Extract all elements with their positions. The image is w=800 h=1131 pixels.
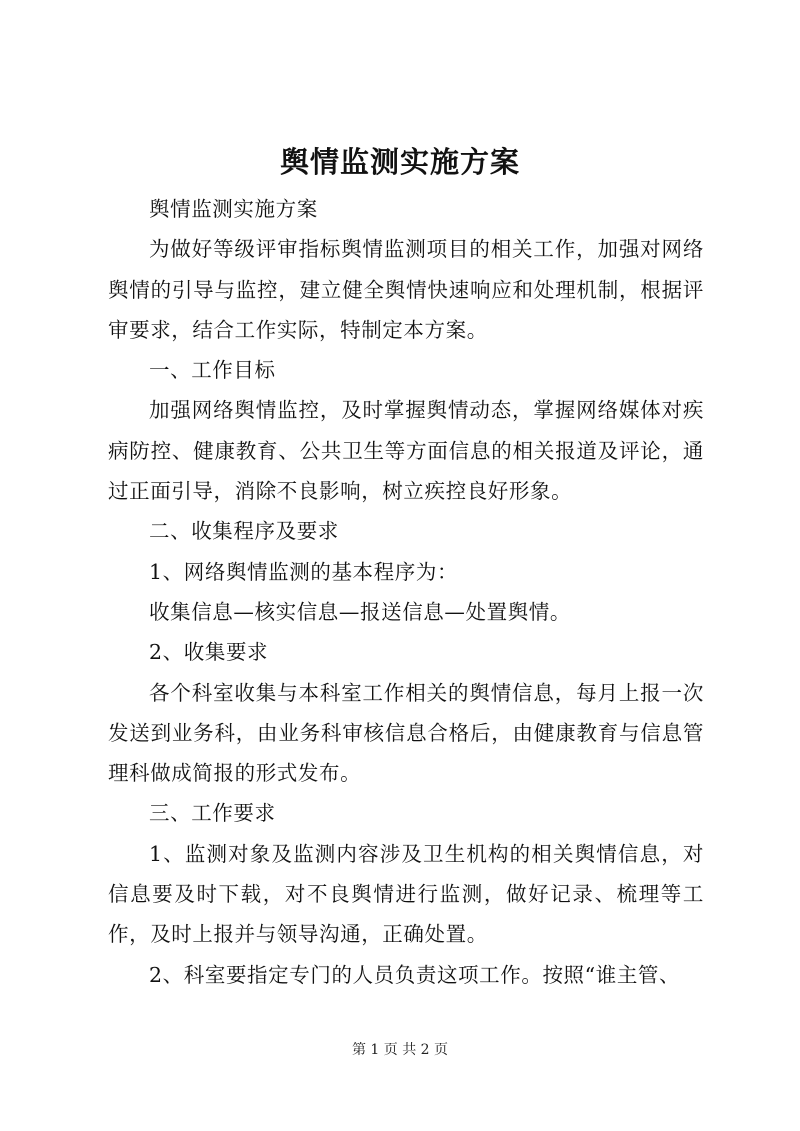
- paragraph-goals: 加强网络舆情监控，及时掌握舆情动态，掌握网络媒体对疾病防控、健康教育、公共卫生等方面信息的相关报道及评论，通过正面引导，消除不良影响，树立疾控良好形象。: [108, 398, 704, 504]
- section-heading-requirements: 三、工作要求: [149, 801, 276, 826]
- paragraph-subtitle: 舆情监测实施方案: [149, 197, 318, 221]
- document-body: [108, 189, 704, 995]
- section-heading-procedure: 二、收集程序及要求: [149, 519, 339, 544]
- document-title: 舆情监测实施方案: [279, 145, 520, 179]
- paragraph-intro: 为做好等级评审指标舆情监测项目的相关工作，加强对网络舆情的引导与监控，建立健全舆情快速响应和处理机制，根据评审要求，结合工作实际，特制定本方案。: [108, 237, 704, 342]
- paragraph-procedure-1: 1、网络舆情监测的基本程序为：: [149, 559, 459, 584]
- section-heading-goals: 一、工作目标: [149, 358, 276, 383]
- paragraph-collection: 各个科室收集与本科室工作相关的舆情信息，每月上报一次发送到业务科，由业务科审核信息合格后，由健康教育与信息管理科做成简报的形式发布。: [108, 680, 704, 786]
- page-footer: 第 1 页 共 2 页: [351, 1042, 449, 1058]
- paragraph-procedure-flow: 收集信息—核实信息—报送信息—处置舆情。: [149, 599, 571, 624]
- paragraph-procedure-2: 2、收集要求: [149, 640, 269, 665]
- paragraph-requirement-2: 2、科室要指定专门的人员负责这项工作。按照“谁主管、: [149, 962, 681, 987]
- paragraph-requirement-1: 1、监测对象及监测内容涉及卫生机构的相关舆情信息，对信息要及时下载，对不良舆情进行监测，做好记录、梳理等工作，及时上报并与领导沟通，正确处置。: [108, 841, 704, 947]
